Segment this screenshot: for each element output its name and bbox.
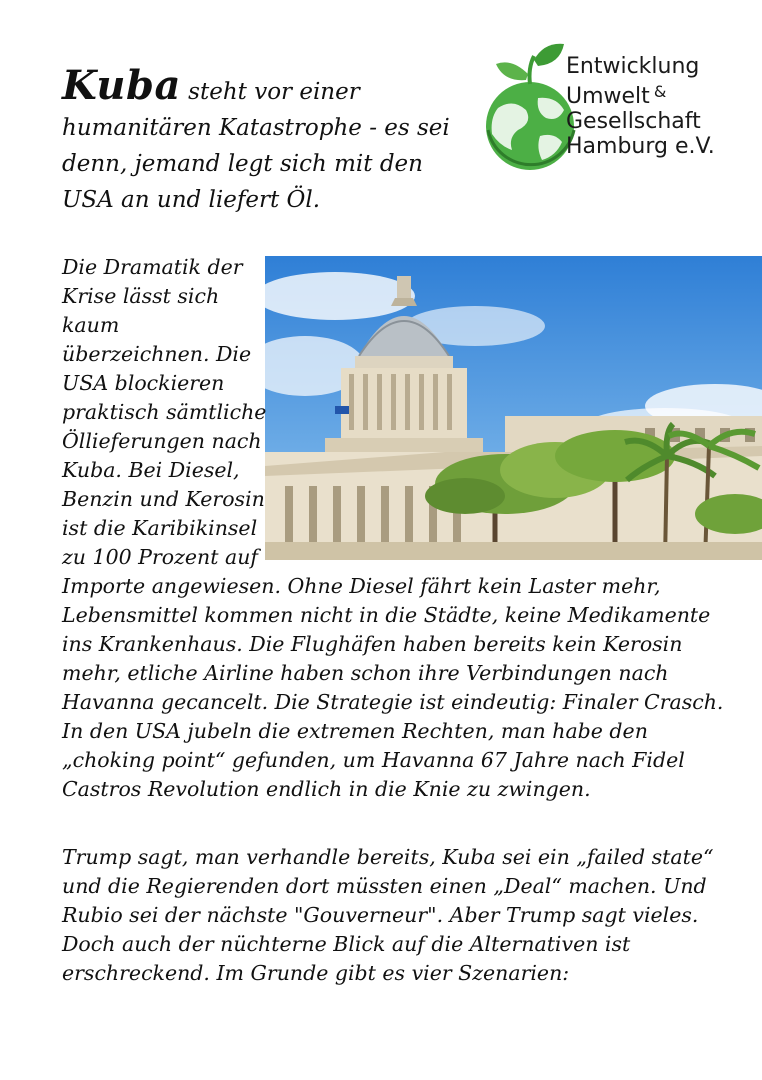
headline-line: denn, jemand legt sich mit den [62,151,423,177]
text-line: praktisch sämtliche [62,400,267,424]
headline-line: USA an und liefert Öl. [62,187,321,213]
text-line: Trump sagt, man verhandle bereits, Kuba sei ein „failed state“ [62,845,714,869]
text-line: zu 100 Prozent auf [62,545,259,569]
paragraph-1-continued [62,572,722,804]
logo-line: Gesellschaft [566,109,701,134]
text-line: Importe angewiesen. Ohne Diesel fährt kein Laster mehr, [62,574,661,598]
text-line: Krise lässt sich [62,284,220,308]
logo-line: Umwelt [566,84,650,109]
logo-line: Hamburg e.V. [566,134,715,159]
text-line: ins Krankenhaus. Die Flughäfen haben bereits kein Kerosin [62,632,683,656]
capitol-photo [265,256,762,560]
organization-logo [478,38,728,178]
text-line: und die Regierenden dort müssten einen „Deal“ machen. Und [62,874,707,898]
paragraph-1-wrapped [62,253,267,572]
text-line: Benzin und Kerosin [62,487,265,511]
text-line: Kuba. Bei Diesel, [62,458,240,482]
text-line: Öllieferungen nach [62,429,262,453]
logo-text [566,54,715,159]
paragraph-2 [62,843,732,988]
headline [62,62,492,218]
logo-line: & [653,82,667,101]
text-line: Rubio sei der nächste "Gouverneur". Aber Trump sagt vieles. [62,903,699,927]
text-line: Havanna gecancelt. Die Strategie ist eindeutig: Finaler Crasch. [62,690,724,714]
text-line: In den USA jubeln die extremen Rechten, man habe den [62,719,648,743]
headline-lead: Kuba [62,62,181,109]
text-line: „choking point“ gefunden, um Havanna 67 Jahre nach Fidel [62,748,685,772]
text-line: USA blockieren [62,371,225,395]
headline-line: humanitären Katastrophe - es sei [62,115,450,141]
text-line: Lebensmittel kommen nicht in die Städte, keine Medikamente [62,603,711,627]
text-line: ist die Karibikinsel [62,516,258,540]
capitol-building-image [265,256,762,560]
text-line: erschreckend. Im Grunde gibt es vier Szenarien: [62,961,570,985]
text-line: mehr, etliche Airline haben schon ihre Verbindungen nach [62,661,669,685]
text-line: kaum [62,313,120,337]
headline-line: steht vor einer [188,79,360,105]
text-line: Doch auch der nüchterne Blick auf die Alternativen ist [62,932,631,956]
logo-line: Entwicklung [566,54,700,79]
text-line: Die Dramatik der [62,255,243,279]
text-line: Castros Revolution endlich in die Knie zu zwingen. [62,777,591,801]
text-line: überzeichnen. Die [62,342,252,366]
